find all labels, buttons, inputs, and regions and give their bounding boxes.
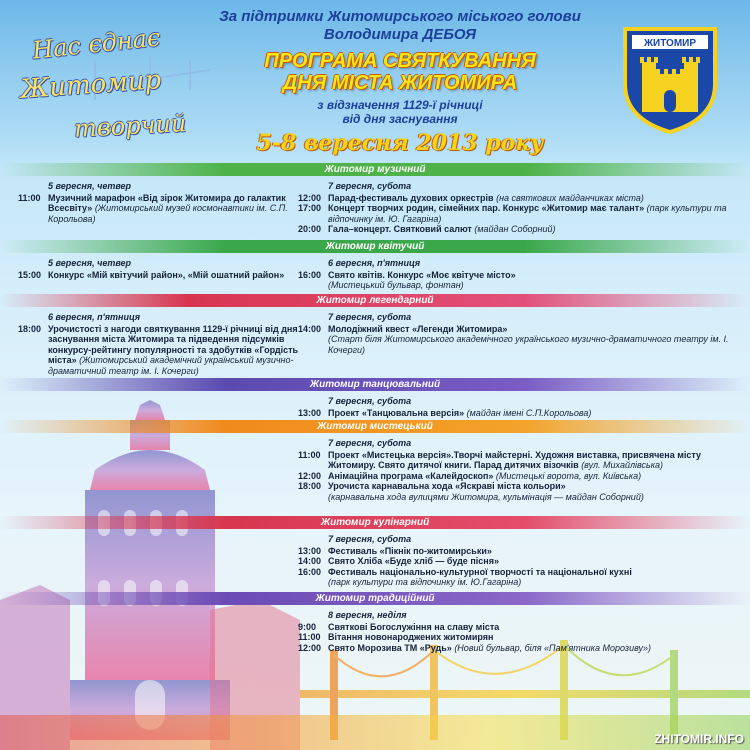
event-text [328,471,738,482]
event-row [18,324,308,377]
event-time: 16:00 [298,269,322,280]
section-band [0,163,750,176]
event-time: 13:00 [298,407,322,418]
support-text [150,8,650,44]
day-date: 7 вересня, субота [328,181,412,191]
event-text [328,270,738,291]
day-date: 7 вересня, субота [328,438,412,448]
event-location: (Житомирський академічний український музично-драматичний театр ім. І. Кочерги) [48,355,294,376]
day-date: 5 вересня, четвер [48,181,132,191]
event-time: 14:00 [298,323,322,334]
event-text [328,556,738,567]
support-line-1: За підтримки Житомирського міського голови [219,8,581,25]
crest-label: ЖИТОМИР [643,38,697,49]
day-date: 6 вересня, п'ятниця [48,312,141,322]
section-band [0,294,750,307]
event-time: 11:00 [298,632,321,642]
site-watermark: ZHITOMIR.INFO [654,732,744,746]
program-dates: 5-8 вересня 2013 року [256,130,544,156]
event-text [328,450,738,471]
day-block-right [298,181,738,235]
event-location: (майдан імені С.П.Корольова) [466,407,592,418]
day-date: 6 вересня, п'ятниця [328,258,421,268]
event-title: Свято Морозива ТМ «Рудь» [328,642,452,653]
event-row [298,643,738,654]
event-time: 16:00 [298,566,322,577]
section-title: Житомир музичний [324,164,426,175]
event-title: Фестиваль національно-культурної творчості та національної кухні [328,566,632,577]
support-line-2: Володимира ДЕБОЯ [323,26,477,43]
event-text [328,224,738,235]
event-time: 11:00 [18,192,41,203]
event-row [298,408,738,419]
event-time: 12:00 [298,470,322,481]
event-row [298,471,738,482]
day-block-right [298,312,738,355]
day-block-right [298,610,738,653]
event-title: Вітання новонароджених житомирян [328,632,494,642]
zhytomyr-crest-icon [620,24,720,134]
day-block-left [18,181,308,224]
event-title: Урочиста карнавальна хода «Яскраві міста кольори» [328,481,566,491]
event-title: Молодіжний квест «Легенди Житомира» [328,323,508,334]
event-text [48,270,308,281]
event-title: Свято Хліба «Буде хліб — буде пісня» [328,556,499,566]
slogan-line-2: Житомир [19,65,163,105]
event-title: Конкурс «Мій квітучий район», «Мій ошатний район» [48,269,285,280]
event-text [328,324,738,356]
event-row [298,270,738,291]
event-location: (парк культури та відпочинку ім. Ю. Гагаріна) [328,203,727,224]
section-title: Житомир мистецький [317,421,433,432]
event-row [298,324,738,356]
program-title [200,50,600,94]
event-time: 18:00 [298,481,322,491]
event-title: Концерт творчих родин, сімейних пар. Конкурс «Житомир має талант» [328,203,645,213]
day-date: 8 вересня, неділя [328,610,407,620]
event-time: 15:00 [18,269,42,280]
slogan-line-1: Нас єднає [30,23,162,65]
day-date: 5 вересня, четвер [48,258,132,268]
section-band [0,516,750,529]
section-band [0,420,750,433]
section-title: Житомир кулінарний [320,517,430,528]
event-time: 12:00 [298,192,322,203]
event-row [298,556,738,567]
event-text [328,408,738,419]
event-row [298,546,738,557]
title-line-1: ПРОГРАМА СВЯТКУВАННЯ [264,50,536,72]
day-block-right [298,438,738,502]
day-block-left [18,258,308,280]
event-text [328,567,738,588]
event-title: Гала–концерт. Святковий салют [328,224,472,234]
event-time: 14:00 [298,556,322,566]
event-location: (карнавальна хода вулицями Житомира, кульмінація — майдан Соборний) [328,491,644,502]
event-row [298,193,738,204]
title-line-2: ДНЯ МІСТА ЖИТОМИРА [282,72,518,94]
event-text [328,481,738,502]
event-location: (вул. Михайлівська) [581,460,664,470]
event-time: 12:00 [298,642,322,653]
event-time: 9:00 [298,621,317,632]
event-title: Проект «Танцювальна версія» [328,407,465,418]
event-row [298,567,738,588]
event-text [328,193,738,204]
section-title: Житомир квітучий [325,241,425,252]
event-location: (Житомирський музей космонавтики ім. С.П. Корольова) [48,203,288,224]
event-text [328,203,738,224]
event-time: 18:00 [18,323,42,334]
event-text [328,632,738,643]
event-row [298,203,738,224]
day-date: 7 вересня, субота [328,312,412,322]
day-block-right [298,258,738,291]
event-location: (Мистецькі ворота, вул. Київська) [495,470,642,481]
program-subtitle [220,98,580,126]
section-band [0,378,750,391]
event-text [328,622,738,633]
section-title: Житомир традиційний [315,593,435,604]
slogan-line-3: творчий [73,109,188,143]
subtitle-line-2: від дня заснування [342,112,458,126]
event-text [328,643,738,654]
day-block-right [298,534,738,588]
event-text [48,193,308,225]
event-row [18,193,308,225]
event-title: Проект «Мистецька версія».Творчі майстерні. Художня виставка, присвячена місту Житомиру. Свято дитячої книги. Парад дитячих візочків [328,449,702,470]
event-title: Анімаційна програма «Калейдоскоп» [328,470,494,481]
event-title: Урочистості з нагоди святкування 1129-ї річниці від дня заснування міста Житомира та підведення підсумків конкурсу-рейтингу популярності та здобутків «Гордість міста» [48,323,299,365]
event-row [298,450,738,471]
event-row [298,224,738,235]
event-text [328,546,738,557]
event-time: 17:00 [298,203,322,213]
section-band [0,240,750,253]
event-title: Свято квітів. Конкурс «Моє квітуче місто» [328,269,516,280]
event-title: Музичний марафон «Від зірок Житомира до галактик Всесвіту» [48,192,286,213]
section-band [0,592,750,605]
event-title: Святкові Богослужіння на славу міста [328,621,500,632]
section-title: Житомир танцювальний [309,379,441,390]
event-location: (на святкових майданчиках міста) [496,192,644,203]
day-block-left [18,312,308,376]
event-location: (майдан Соборний) [474,224,556,234]
event-row [298,622,738,633]
day-block-right [298,396,738,418]
event-row [18,270,308,281]
subtitle-line-1: з відзначення 1129-ї річниці [317,98,483,112]
event-time: 13:00 [298,545,322,556]
event-location: (парк культури та відпочинку ім. Ю.Гагаріна) [328,577,522,587]
event-location: (Старт біля Житомирського академічного українського музично-драматичного театру ім. І. Кочерги) [328,334,729,355]
event-title: Парад-фестиваль духових оркестрів [328,192,494,203]
day-date: 7 вересня, субота [328,534,412,544]
section-title: Житомир легендарний [316,295,434,306]
event-location: (Новий бульвар, біля «Пам'ятника Морозиву») [454,642,651,653]
event-row [298,481,738,502]
event-time: 20:00 [298,224,322,234]
event-text [48,324,308,377]
day-date: 7 вересня, субота [328,396,412,406]
event-row [298,632,738,643]
event-title: Фестиваль «Пікнік по-житомирськи» [328,545,492,556]
event-location: (Мистецький бульвар, фонтан) [328,280,464,290]
event-time: 11:00 [298,449,321,460]
